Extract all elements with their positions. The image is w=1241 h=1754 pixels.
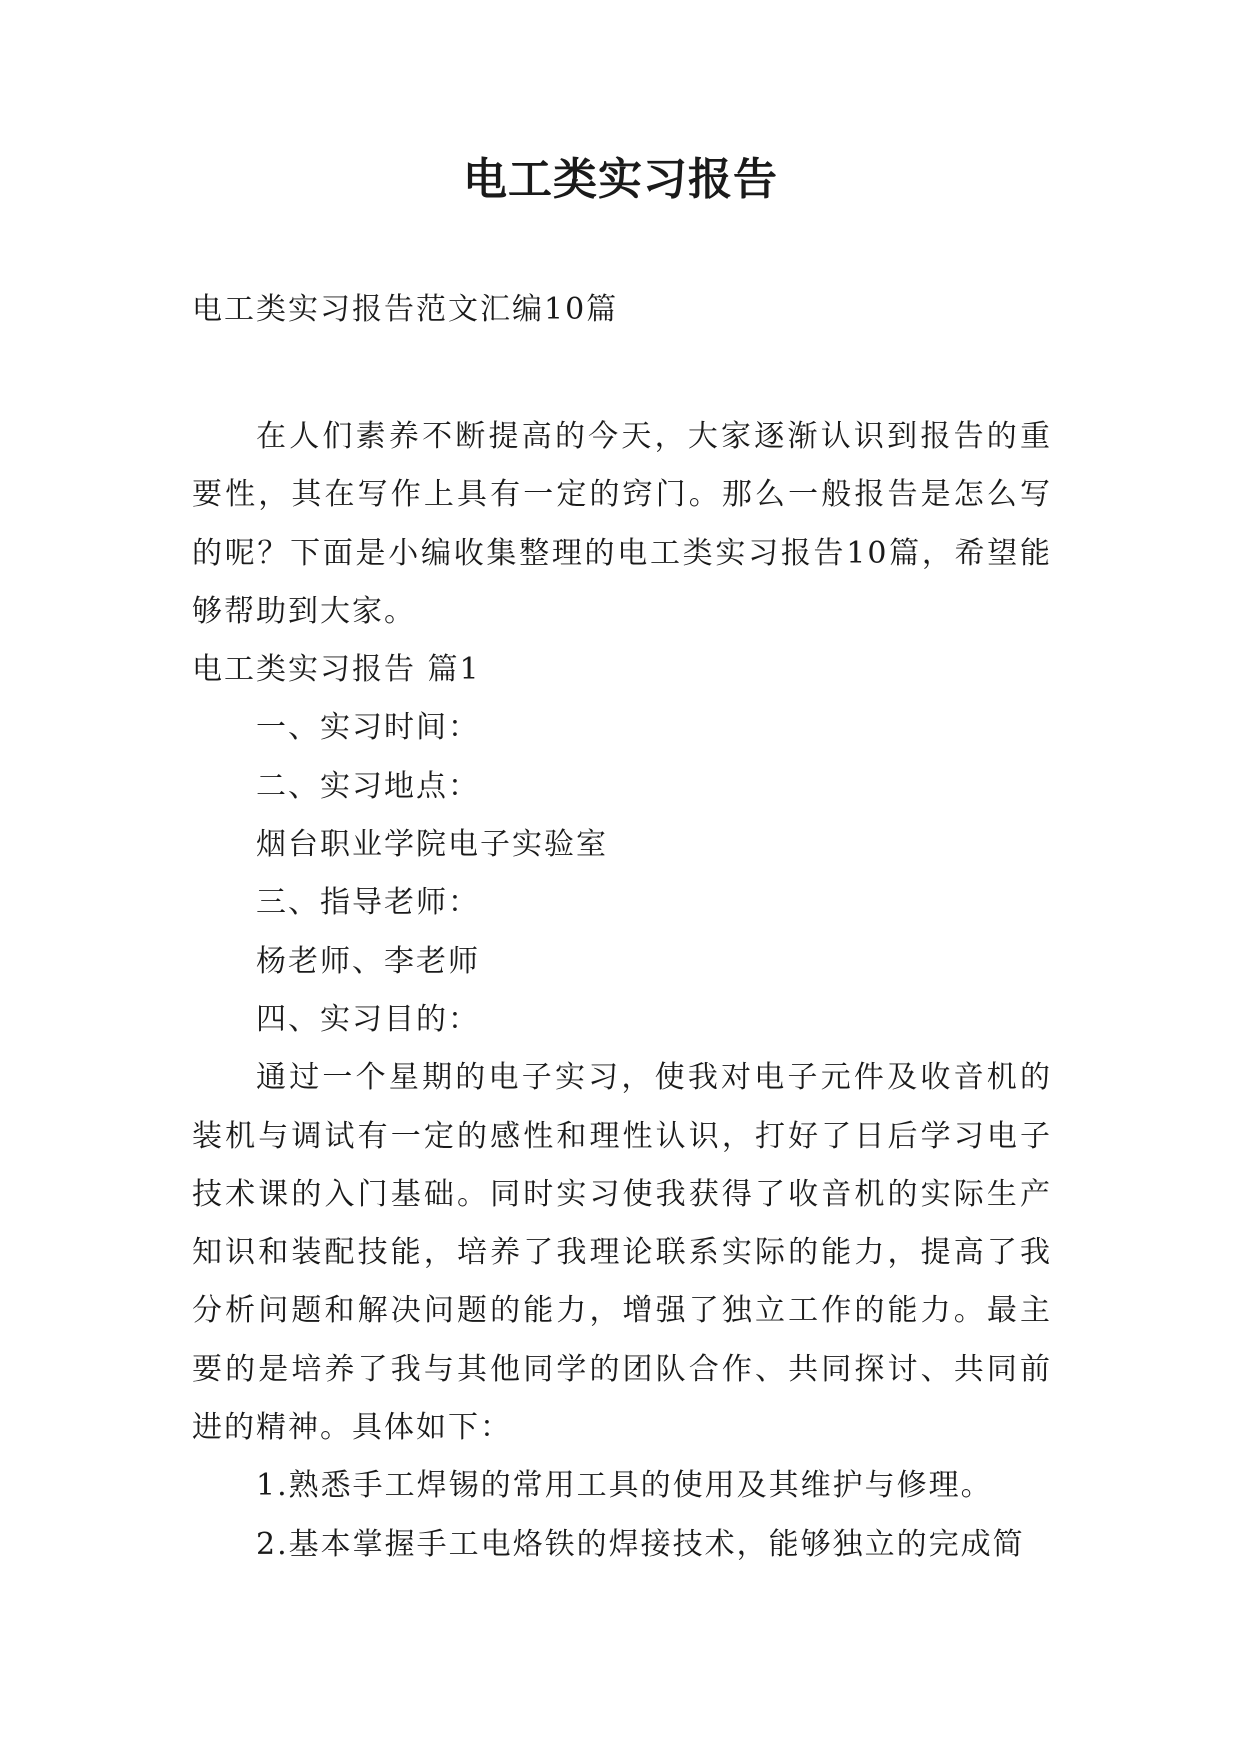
document-title: 电工类实习报告: [463, 154, 778, 205]
item-time: 一、实习时间：: [256, 710, 480, 746]
item-purpose-label: 四、实习目的：: [256, 1001, 480, 1037]
item-location-value: 烟台职业学院电子实验室: [256, 827, 608, 863]
list-item-1: 1.熟悉手工焊锡的常用工具的使用及其维护与修理。: [256, 1468, 993, 1504]
intro-paragraph: 在人们素养不断提高的今天，大家逐渐认识到报告的重要性，其在写作上具有一定的窍门。那么一般报告是怎么写的呢？下面是小编收集整理的电工类实习报告10篇，希望能够帮助到大家。: [192, 419, 1052, 629]
item-location-label: 二、实习地点：: [256, 768, 480, 804]
document-body: [192, 408, 1052, 1574]
item-teacher-value: 杨老师、李老师: [256, 943, 480, 979]
item-teacher-label: 三、指导老师：: [256, 885, 480, 921]
purpose-paragraph: 通过一个星期的电子实习，使我对电子元件及收音机的装机与调试有一定的感性和理性认识，打好了日后学习电子技术课的入门基础。同时实习使我获得了收音机的实际生产知识和装配技能，培养了我理论联系实际的能力，提高了我分析问题和解决问题的能力，增强了独立工作的能力。最主要的是培养了我与其他同学的团队合作、共同探讨、共同前进的精神。具体如下：: [192, 1060, 1052, 1446]
document-subtitle: 电工类实习报告范文汇编10篇: [192, 292, 619, 327]
section-heading: 电工类实习报告 篇1: [192, 652, 481, 688]
list-item-2: 2.基本掌握手工电烙铁的焊接技术，能够独立的完成简: [256, 1526, 1025, 1562]
